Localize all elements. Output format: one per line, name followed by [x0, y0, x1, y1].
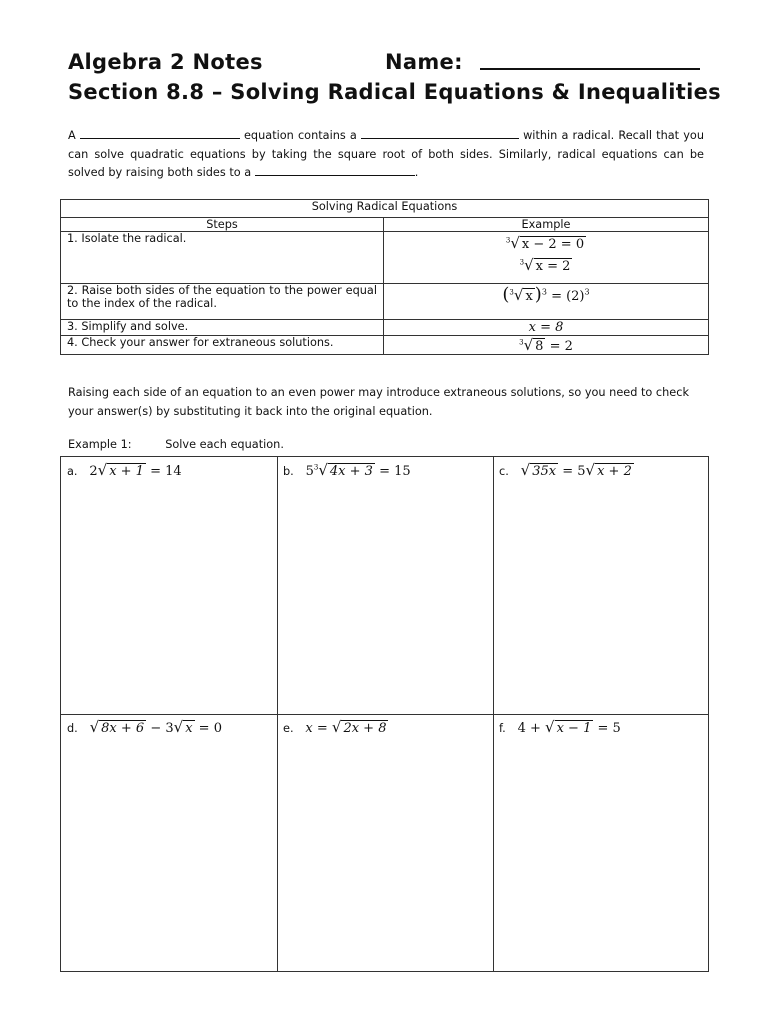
intro-text-1: A: [68, 129, 76, 142]
problem-d-rhs: = 0: [194, 721, 222, 736]
fill-blank-3: [255, 164, 415, 176]
step-2-example-rhs: = (2): [551, 289, 585, 304]
problem-f-radicand: x − 1: [556, 721, 592, 736]
example-1-heading: [68, 438, 284, 451]
worksheet-header: [68, 50, 721, 104]
fill-blank-1: [80, 127, 240, 139]
problem-e[interactable]: e. x = √ 2x + 8: [283, 718, 387, 736]
step-2: 2. Raise both sides of the equation to the power equal to the index of the radical.: [61, 284, 384, 320]
step-4-example: $^3$√ 8 = 2: [384, 336, 709, 355]
problem-d-label: d.: [67, 722, 78, 735]
intro-text-4: .: [414, 166, 419, 179]
problem-a[interactable]: a. 2√ x + 1 = 14: [67, 461, 182, 479]
steps-column-header: Steps: [61, 218, 384, 232]
intro-text-2: equation contains a: [243, 129, 357, 142]
problem-d-middle: − 3: [146, 721, 174, 736]
example-1-instruction: Solve each equation.: [165, 438, 284, 451]
problem-d-radicand-2: x: [185, 721, 193, 736]
step-4-example-rhs: = 2: [545, 339, 573, 354]
step-2-example: ($^3$√ x )$^3 = (2)^3$: [384, 284, 709, 320]
step-1-example: $^3$√ x − 2 = 0 $^3$√ x = 2: [384, 232, 709, 284]
problem-f-rhs: = 5: [593, 721, 621, 736]
problem-e-label: e.: [283, 722, 294, 735]
example-1-label: Example 1:: [68, 438, 132, 451]
intro-text-3: within a radical. Recall that you can solve quadratic equations by taking the square root of both sides. Similarly, radical equations can be solved by raising both sides to a: [68, 129, 704, 179]
problem-a-rhs: = 14: [145, 464, 182, 479]
step-1: 1. Isolate the radical.: [61, 232, 384, 284]
problem-e-lhs: x =: [305, 721, 332, 736]
problem-c-middle: = 5: [558, 464, 586, 479]
problem-f-label: f.: [499, 722, 506, 735]
step-4: 4. Check your answer for extraneous solutions.: [61, 336, 384, 355]
problem-a-radicand: x + 1: [109, 464, 144, 479]
problem-c-label: c.: [499, 465, 509, 478]
intro-paragraph: [68, 127, 704, 183]
problem-b-coefficient: 5: [305, 464, 314, 479]
fill-blank-2: [361, 127, 519, 139]
problem-c[interactable]: c. √ 35x = 5√ x + 2: [499, 461, 632, 479]
steps-table-title: Solving Radical Equations: [61, 200, 709, 218]
example-column-header: Example: [384, 218, 709, 232]
section-title: Section 8.8 – Solving Radical Equations & Inequalities: [68, 80, 721, 104]
problem-d-radicand: 8x + 6: [101, 721, 145, 736]
problem-b-rhs: = 15: [374, 464, 411, 479]
problem-grid: [60, 456, 709, 972]
steps-table: [60, 199, 709, 355]
problem-d[interactable]: d. √ 8x + 6 − 3√ x = 0: [67, 718, 222, 736]
name-label: Name:: [385, 50, 463, 74]
problem-c-radicand-2: x + 2: [597, 464, 632, 479]
name-blank-line: [480, 68, 700, 70]
step-1-example-line-1: x − 2 = 0: [521, 237, 585, 252]
step-3: 3. Simplify and solve.: [61, 320, 384, 336]
step-4-example-radicand: 8: [535, 339, 544, 354]
step-1-example-line-2: x = 2: [535, 259, 571, 274]
problem-b[interactable]: b. $5^3√$ 4x + 3 = 15: [283, 461, 411, 479]
worksheet-title: Algebra 2 Notes: [68, 50, 263, 74]
problem-a-coefficient: 2: [89, 464, 98, 479]
step-3-example: x = 8: [384, 320, 709, 336]
problem-b-label: b.: [283, 465, 294, 478]
problem-f[interactable]: f. 4 + √ x − 1 = 5: [499, 718, 621, 736]
problem-e-radicand: 2x + 8: [343, 721, 387, 736]
problem-a-label: a.: [67, 465, 78, 478]
problem-f-lhs: 4 +: [517, 721, 546, 736]
problem-c-radicand: 35x: [532, 464, 557, 479]
problem-b-radicand: 4x + 3: [329, 464, 373, 479]
extraneous-note: Raising each side of an equation to an even power may introduce extraneous solutions, so you need to check your answer(s) by substituting it back into the original equation.: [68, 386, 689, 418]
